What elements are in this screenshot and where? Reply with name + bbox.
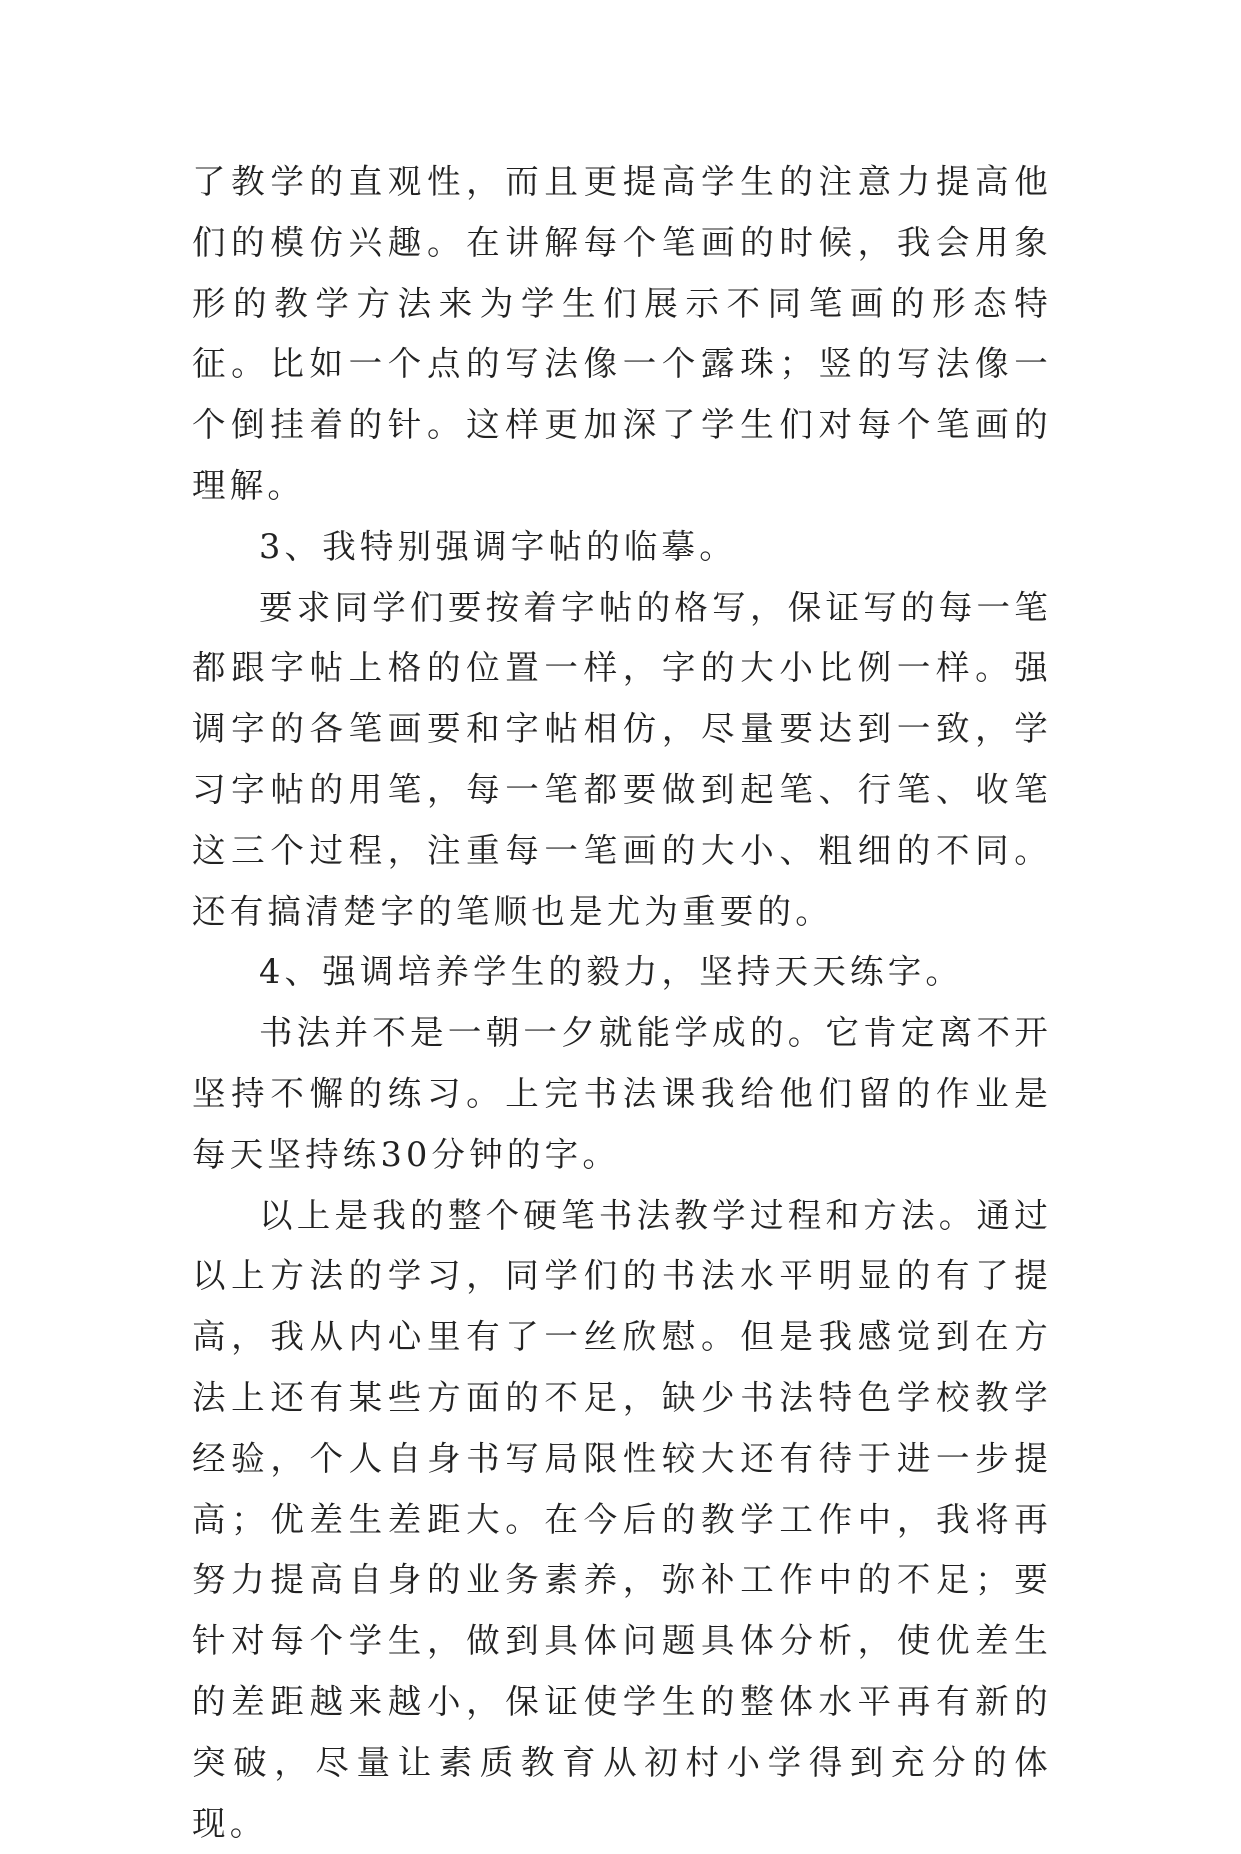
paragraph-summary: 以上是我的整个硬笔书法教学过程和方法。通过以上方法的学习，同学们的书法水平明显的有了提高，我从内心里有了一丝欣慰。但是我感觉到在方法上还有某些方面的不足，缺少书法特色学校教学经验，个人自身书写局限性较大还有待于进一步提高；优差生差距大。在今后的教学工作中，我将再努力提高自身的业务素养，弥补工作中的不足；要针对每个学生，做到具体问题具体分析，使优差生的差距越来越小，保证使学生的整体水平再有新的突破，尽量让素质教育从初村小学得到充分的体现。	[192, 1195, 1052, 1843]
document-body	[192, 152, 1052, 1854]
paragraph-copybook: 要求同学们要按着字帖的格写，保证写的每一笔都跟字帖上格的位置一样，字的大小比例一样。强调字的各笔画要和字帖相仿，尽量要达到一致，学习字帖的用笔，每一笔都要做到起笔、行笔、收笔这三个过程，注重每一笔画的大小、粗细的不同。还有搞清楚字的笔顺也是尤为重要的。	[192, 587, 1052, 931]
paragraph-heading-4: 4、强调培养学生的毅力，坚持天天练字。	[259, 952, 964, 992]
paragraph-practice: 书法并不是一朝一夕就能学成的。它肯定离不开坚持不懈的练习。上完书法课我给他们留的作业是每天坚持练30分钟的字。	[192, 1013, 1052, 1174]
paragraph-continuation: 了教学的直观性，而且更提高学生的注意力提高他们的模仿兴趣。在讲解每个笔画的时候，我会用象形的教学方法来为学生们展示不同笔画的形态特征。比如一个点的写法像一个露珠；竖的写法像一个倒挂着的针。这样更加深了学生们对每个笔画的理解。	[192, 162, 1052, 505]
paragraph-heading-3: 3、我特别强调字帖的临摹。	[259, 526, 737, 566]
